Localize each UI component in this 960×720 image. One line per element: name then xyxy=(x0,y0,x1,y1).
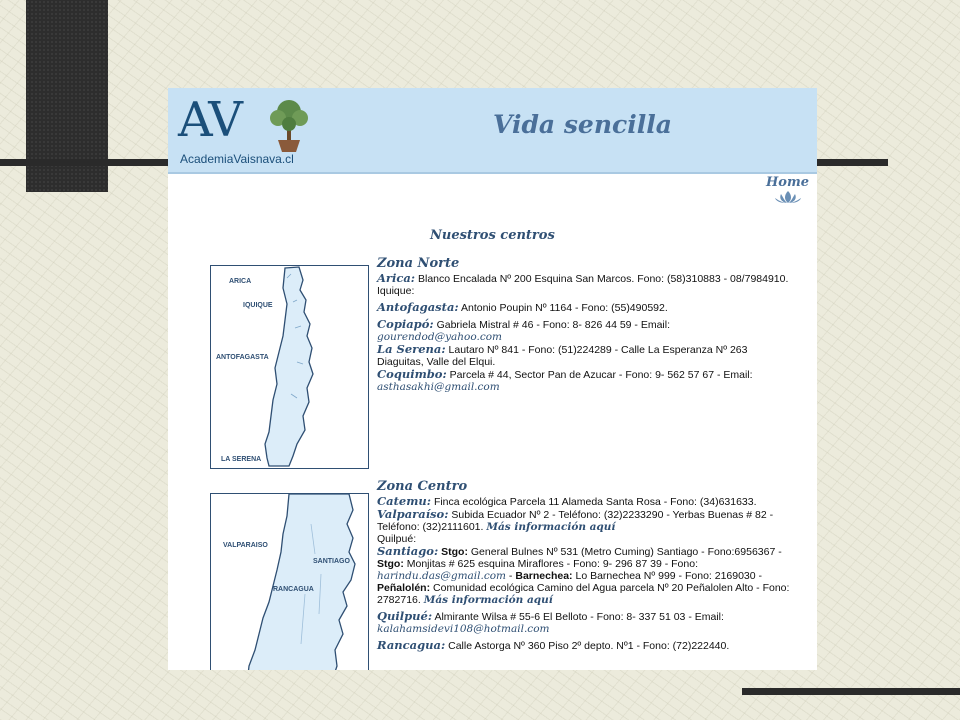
center-details: Parcela # 44, Sector Pan de Azucar - Fono: 9- 562 57 67 - Email: xyxy=(449,369,753,381)
site-logo[interactable] xyxy=(178,94,318,170)
sub-label: Stgo: xyxy=(377,558,404,570)
city-label-rancagua: RANCAGUA xyxy=(273,586,314,593)
place-name: Coquimbo: xyxy=(377,367,447,381)
center-arica xyxy=(377,272,797,285)
place-name: La Serena: xyxy=(377,342,446,356)
map-zona-norte xyxy=(210,265,369,469)
center-details: Comunidad ecológica Camino del Agua parcela Nº 20 Peñalolen Alto - Fono: 2782716. xyxy=(377,582,790,606)
center-antofagasta xyxy=(377,301,797,314)
place-name: Copiapó: xyxy=(377,317,434,331)
website-screenshot xyxy=(168,88,817,670)
zona-norte-title: Zona Norte xyxy=(377,256,460,271)
email-link[interactable]: harindu.das@gmail.com xyxy=(377,570,507,582)
place-name: Quilpué: xyxy=(377,609,433,623)
place-name: Rancagua: xyxy=(377,638,446,652)
center-details: Almirante Wilsa # 55-6 El Belloto - Fono: 8- 337 51 03 - Email: xyxy=(434,611,724,623)
city-label-arica: ARICA xyxy=(229,278,252,285)
center-quilpue xyxy=(377,610,797,635)
center-details: Subida Ecuador Nº 2 - Teléfono: (32)2233290 - Yerbas Buenas # 82 -Teléfono: (32)2111601. xyxy=(377,509,774,533)
city-label-antofagasta: ANTOFAGASTA xyxy=(216,354,269,361)
center-details: Finca ecológica Parcela 11 Alameda Santa Rosa - Fono: (34)631633. xyxy=(433,496,757,508)
home-link[interactable]: Home xyxy=(766,175,809,190)
center-details: Blanco Encalada Nº 200 Esquina San Marcos. Fono: (58)310883 - 08/7984910. xyxy=(417,273,789,285)
center-iquique xyxy=(377,285,797,297)
sub-label: Peñalolén: xyxy=(377,582,431,594)
place-name: Arica: xyxy=(377,271,416,285)
more-info-link[interactable]: Más información aquí xyxy=(486,521,616,533)
place-name: Quilpué: xyxy=(377,533,417,545)
center-coquimbo xyxy=(377,368,797,393)
decorative-bottom-line xyxy=(742,688,960,695)
sub-label: Barnechea: xyxy=(515,570,573,582)
page-title: Vida sencilla xyxy=(493,110,672,139)
zona-centro-section xyxy=(377,479,797,656)
place-name: Valparaíso: xyxy=(377,507,449,521)
center-copiapo xyxy=(377,318,797,343)
center-details: Gabriela Mistral # 46 - Fono: 8- 826 44 59 - Email: xyxy=(436,319,671,331)
logo-site-name: AcademiaVaisnava.cl xyxy=(180,152,294,166)
center-details: Antonio Poupin Nº 1164 - Fono: (55)490592. xyxy=(460,302,668,314)
region-map-center xyxy=(211,494,368,670)
city-label-santiago: SANTIAGO xyxy=(313,558,350,565)
center-details: Lo Barnechea Nº 999 - Fono: 2169030 - xyxy=(575,570,763,582)
place-name: Santiago: xyxy=(377,544,439,558)
email-link[interactable]: kalahamsidevi108@hotmail.com xyxy=(377,623,550,635)
sub-label: Stgo: xyxy=(441,546,468,558)
place-name: Antofagasta: xyxy=(377,300,459,314)
center-quilpue-label xyxy=(377,533,797,545)
tree-icon xyxy=(266,96,312,154)
place-name: Catemu: xyxy=(377,494,432,508)
city-label-la-serena: LA SERENA xyxy=(221,456,262,463)
center-details: General Bulnes Nº 531 (Metro Cuming) Santiago - Fono:6956367 - xyxy=(470,546,782,558)
center-rancagua xyxy=(377,639,797,652)
map-zona-centro xyxy=(210,493,369,670)
more-info-link[interactable]: Más información aquí xyxy=(423,594,553,606)
email-link[interactable]: asthasakhi@gmail.com xyxy=(377,381,500,393)
lotus-icon[interactable] xyxy=(772,190,804,204)
logo-letters: AV xyxy=(178,92,241,148)
city-label-iquique: IQUIQUE xyxy=(243,302,273,309)
site-banner xyxy=(168,88,817,174)
zona-centro-title: Zona Centro xyxy=(377,479,468,494)
center-valparaiso xyxy=(377,508,797,533)
place-name: Iquique: xyxy=(377,285,415,297)
email-link[interactable]: gourendod@yahoo.com xyxy=(377,331,502,343)
center-details: Lautaro Nº 841 - Fono: (51)224289 - Calle La Esperanza Nº 263 Diaguitas, Valle del Elqui. xyxy=(377,344,748,368)
center-santiago: Santiago: Stgo: General Bulnes Nº 531 (Metro Cuming) Santiago - Fono:6956367 - Stgo: Monjitas # 625 esquina Miraflores - Fono: 9- 296 87 39 - Fono: harindu.das@gmail.com - Barnechea: Lo Barnechea Nº 999 - Fono: 2169030 - Peñalolén: Comunidad ecológica Camino del Agua parcela Nº 20 Peñalolen Alto - Fono: 2782716. Más información aquí xyxy=(377,544,790,606)
center-details: Monjitas # 625 esquina Miraflores - Fono: 9- 296 87 39 - Fono: xyxy=(406,558,698,570)
center-la-serena xyxy=(377,343,797,368)
region-map-north xyxy=(211,266,368,468)
city-label-valparaiso: VALPARAISO xyxy=(223,542,268,549)
zona-norte-section xyxy=(377,256,797,397)
center-details: Calle Astorga Nº 360 Piso 2º depto. Nº1 - Fono: (72)222440. xyxy=(448,640,730,652)
section-title: Nuestros centros xyxy=(430,228,555,243)
